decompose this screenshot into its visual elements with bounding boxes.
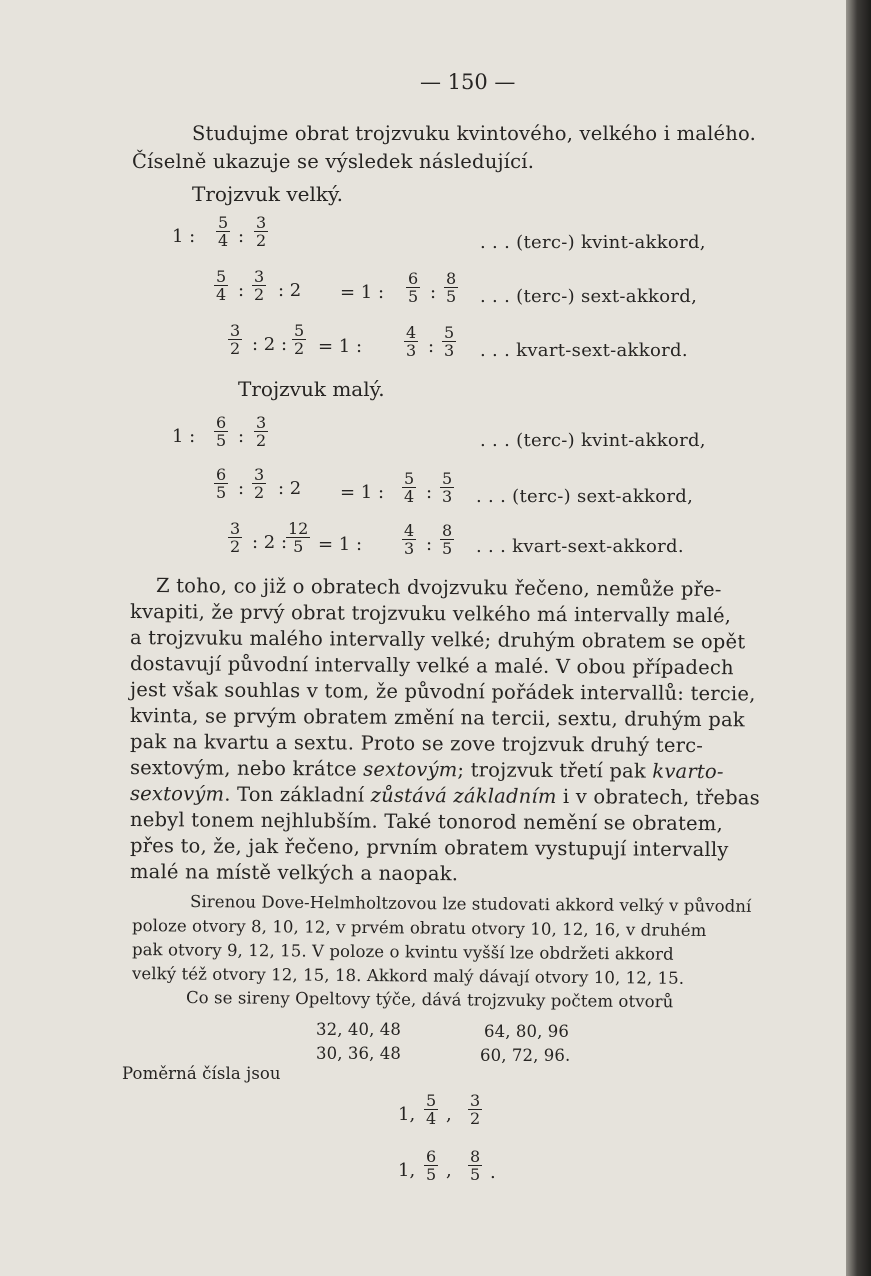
numerator: 6: [426, 1147, 437, 1166]
openings-minor-2: 60, 72, 96.: [480, 1046, 571, 1065]
minor-r3-fraction-2: [286, 520, 310, 555]
intro-line-1: Studujme obrat trojzvuku kvintového, velkého i malého.: [192, 122, 757, 145]
paragraph-line-2: kvapiti, že prvý obrat trojzvuku velkého má intervally malé,: [129, 600, 732, 628]
book-spine: [846, 0, 871, 1276]
major-r2-fraction-4: [444, 270, 458, 305]
minor-r3-fraction-4: [440, 522, 454, 557]
numerator: 4: [406, 323, 417, 342]
major-r3-label: . . . kvart-sext-akkord.: [480, 340, 688, 361]
denominator: 2: [256, 231, 267, 250]
minor-r2-fraction-3: [402, 470, 416, 505]
major-r1-fraction-2: [254, 214, 268, 249]
paragraph-line-7: pak na kvartu a sextu. Proto se zove trojzvuk druhý terc-: [129, 730, 704, 758]
numerator: 12: [288, 519, 309, 538]
intro-line-2: Číselně ukazuje se výsledek následující.: [132, 150, 535, 173]
minor-r3-equals: = 1 :: [318, 534, 363, 555]
minor-r3-label: . . . kvart-sext-akkord.: [476, 536, 684, 557]
major-r2-sep-2: :: [430, 282, 437, 303]
denominator: 5: [470, 1165, 481, 1184]
small-line-3: pak otvory 9, 12, 15. V poloze o kvintu vyšší lze obdržeti akkord: [131, 940, 674, 964]
italic-term: sextovým: [129, 782, 225, 806]
small-line-1: Sirenou Dove-Helmholtzovou lze studovati akkord velký v původní: [189, 892, 752, 916]
paragraph-line-11: přes to, že, jak řečeno, prvním obratem vystupují intervally: [129, 834, 729, 862]
denominator: 5: [216, 483, 227, 502]
paragraph-line-6: kvinta, se prvým obratem změní na tercii, sextu, druhým pak: [129, 704, 745, 732]
minor-r2-fraction-2: [252, 466, 266, 501]
minor-r3-fraction-3: [402, 522, 416, 557]
numerator: 8: [446, 269, 457, 288]
major-r2-fraction-2: [252, 268, 266, 303]
openings-major: 32, 40, 48: [316, 1020, 401, 1039]
ratio-1-fraction-2: [468, 1092, 482, 1127]
minor-r1-lead: 1 :: [172, 426, 196, 447]
denominator: 5: [426, 1165, 437, 1184]
text: . Ton základní: [224, 782, 371, 807]
denominator: 2: [230, 537, 241, 556]
numerator: 8: [470, 1147, 481, 1166]
major-r3-fraction-4: [442, 324, 456, 359]
ratio-2-fraction-2: [468, 1148, 482, 1183]
ratio-2-lead: 1,: [398, 1160, 416, 1181]
paragraph-line-4: dostavují původní intervally velké a malé. V obou případech: [129, 652, 734, 680]
major-r2-label: . . . (terc-) sext-akkord,: [480, 286, 698, 307]
paragraph-line-3: a trojzvuku malého intervally velké; druhým obratem se opět: [129, 626, 746, 654]
numerator: 6: [216, 465, 227, 484]
numerator: 3: [230, 321, 241, 340]
denominator: 5: [442, 539, 453, 558]
major-r2-fraction-1: [214, 268, 228, 303]
numerator: 6: [216, 413, 227, 432]
denominator: 2: [294, 339, 305, 358]
paragraph-line-10: nebyl tonem nejhlubším. Také tonorod nemění se obratem,: [129, 808, 723, 836]
denominator: 4: [404, 487, 415, 506]
denominator: 5: [286, 537, 310, 555]
minor-r3-sep: :: [426, 534, 433, 555]
page-number: — 150 —: [420, 70, 516, 94]
numerator: 5: [294, 321, 305, 340]
ratio-2-end: .: [490, 1162, 496, 1183]
numerator: 3: [470, 1091, 481, 1110]
major-r3-fraction-3: [404, 324, 418, 359]
minor-r2-label: . . . (terc-) sext-akkord,: [476, 486, 694, 507]
numerator: 3: [256, 213, 267, 232]
numerator: 5: [218, 213, 229, 232]
openings-major-2: 64, 80, 96: [484, 1022, 569, 1041]
numerator: 4: [404, 521, 415, 540]
denominator: 4: [216, 285, 227, 304]
major-r1-lead: 1 :: [172, 226, 196, 247]
numerator: 3: [256, 413, 267, 432]
denominator: 2: [470, 1109, 481, 1128]
openings-minor: 30, 36, 48: [316, 1044, 401, 1063]
numerator: 3: [254, 465, 265, 484]
minor-r1-fraction-1: [214, 414, 228, 449]
numerator: 5: [444, 323, 455, 342]
numerator: 5: [426, 1091, 437, 1110]
paragraph-line-12: malé na místě velkých a naopak.: [129, 860, 459, 886]
major-r2-fraction-3: [406, 270, 420, 305]
denominator: 4: [218, 231, 229, 250]
small-line-2: poloze otvory 8, 10, 12, v prvém obratu otvory 10, 12, 16, v druhém: [131, 916, 707, 941]
major-r3-equals: = 1 :: [318, 336, 363, 357]
minor-r1-label: . . . (terc-) kvint-akkord,: [480, 430, 706, 451]
minor-heading: Trojzvuk malý.: [238, 377, 385, 401]
minor-r1-fraction-2: [254, 414, 268, 449]
small-line-5: Co se sireny Opeltovy týče, dává trojzvuky počtem otvorů: [185, 988, 674, 1012]
text: i v obratech, třebas: [556, 784, 760, 810]
numerator: 3: [230, 519, 241, 538]
ratios-label: Poměrná čísla jsou: [122, 1064, 281, 1083]
denominator: 5: [216, 431, 227, 450]
minor-r2-fraction-4: [440, 470, 454, 505]
major-r1-sep: :: [238, 226, 245, 247]
italic-term: zůstává základním: [370, 783, 557, 808]
ratio-1-sep: ,: [446, 1104, 452, 1125]
denominator: 2: [254, 483, 265, 502]
major-heading: Trojzvuk velký.: [192, 182, 343, 206]
ratio-1-lead: 1,: [398, 1104, 416, 1125]
denominator: 3: [442, 487, 453, 506]
major-r3-fraction-1: [228, 322, 242, 357]
denominator: 3: [404, 539, 415, 558]
major-r3-mid: : 2 :: [252, 334, 288, 355]
numerator: 5: [404, 469, 415, 488]
major-r3-fraction-2: [292, 322, 306, 357]
text: ; trojzvuk třetí pak: [457, 758, 653, 783]
paragraph-line-1: Z toho, co již o obratech dvojzvuku řečeno, nemůže pře-: [155, 574, 722, 601]
numerator: 6: [408, 269, 419, 288]
numerator: 5: [442, 469, 453, 488]
paragraph-line-5: jest však souhlas v tom, že původní pořádek intervallů: tercie,: [129, 678, 756, 706]
paragraph-line-8: [130, 756, 724, 783]
denominator: 2: [254, 285, 265, 304]
denominator: 4: [426, 1109, 437, 1128]
minor-r2-sep-1: :: [238, 478, 245, 499]
major-r1-label: . . . (terc-) kvint-akkord,: [480, 232, 706, 253]
denominator: 5: [446, 287, 457, 306]
major-r2-mid: : 2: [278, 280, 302, 301]
ratio-1-fraction-1: [424, 1092, 438, 1127]
ratio-2-fraction-1: [424, 1148, 438, 1183]
text: sextovým, nebo krátce: [129, 756, 364, 781]
denominator: 3: [444, 341, 455, 360]
major-r2-equals: = 1 :: [340, 282, 385, 303]
paragraph-line-9: [130, 782, 760, 809]
minor-r2-sep-2: :: [426, 482, 433, 503]
major-r3-sep: :: [428, 336, 435, 357]
major-r2-sep-1: :: [238, 280, 245, 301]
minor-r3-fraction-1: [228, 520, 242, 555]
numerator: 3: [254, 267, 265, 286]
minor-r3-mid: : 2 :: [252, 532, 288, 553]
numerator: 5: [216, 267, 227, 286]
denominator: 2: [256, 431, 267, 450]
denominator: 3: [406, 341, 417, 360]
italic-term: sextovým: [363, 757, 458, 782]
minor-r2-mid: : 2: [278, 478, 302, 499]
denominator: 5: [408, 287, 419, 306]
ratio-2-sep: ,: [446, 1160, 452, 1181]
minor-r2-equals: = 1 :: [340, 482, 385, 503]
major-r1-fraction-1: [216, 214, 230, 249]
small-line-4: velký též otvory 12, 15, 18. Akkord malý dávají otvory 10, 12, 15.: [131, 964, 685, 988]
minor-r2-fraction-1: [214, 466, 228, 501]
minor-r1-sep: :: [238, 426, 245, 447]
denominator: 2: [230, 339, 241, 358]
numerator: 8: [442, 521, 453, 540]
italic-term: kvarto-: [652, 759, 724, 784]
